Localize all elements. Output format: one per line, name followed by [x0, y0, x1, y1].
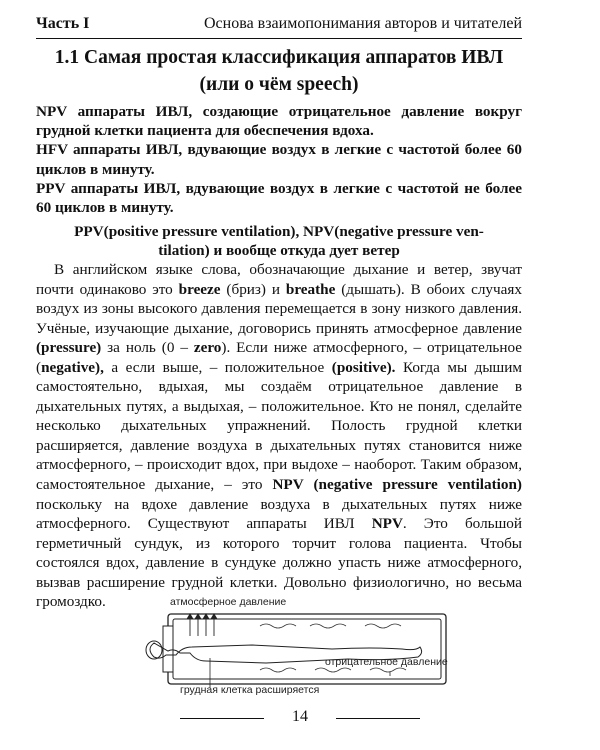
term-negative: negative),: [41, 358, 104, 376]
page-number: 14: [292, 708, 308, 725]
running-title: Основа взаимопонимания авторов и читателей: [204, 15, 522, 32]
running-header: [36, 14, 522, 34]
iron-lung-diagram: [140, 596, 460, 698]
label-negative-pressure: отрицательное давление: [325, 656, 448, 668]
subheading-line-2: tilation) и вообще откуда дует ветер: [158, 242, 400, 260]
text-run: (бриз) и: [220, 280, 286, 298]
term-npv-full: NPV (negative pressure ventilation): [272, 476, 522, 494]
subheading: [36, 222, 522, 260]
term-breeze: breeze: [178, 280, 221, 298]
label-atmospheric-pressure: атмосферное давление: [170, 596, 287, 608]
body-paragraph: [36, 260, 522, 612]
term-breathe: breathe: [285, 280, 336, 298]
definition-hfv: HFV аппараты ИВЛ, вдувающие воздух в легкие с частотой более 60 циклов в минуту.: [36, 141, 522, 178]
header-divider: [36, 38, 522, 39]
text-run: а если выше, – положительное: [103, 358, 332, 376]
body-text: [36, 260, 522, 612]
term-positive: (positive).: [331, 358, 396, 376]
definition-npv: NPV аппараты ИВЛ, создающие отрицательное давление вокруг грудной клетки пациента для обеспечения вдоха.: [36, 103, 522, 140]
atmospheric-arrows: [187, 614, 217, 636]
section-title: [36, 44, 522, 98]
section-title-line-1: 1.1 Самая простая классификация аппаратов ИВЛ: [54, 47, 504, 68]
text-run: за ноль (0 –: [101, 339, 194, 357]
text-run: (дышать). В обоих случаях воздух из зоны высокого давления перемещается в зону низкого давления. Учёные, изучающие дыхание, договорись принять атмосферное давление: [36, 280, 522, 337]
definition-ppv: PPV аппараты ИВЛ, вдувающие воздух в легкие с частотой не более 60 циклов в минуту.: [36, 179, 522, 217]
page-footer: [0, 708, 600, 732]
text-run: поскольку на вдохе давление воздуха в дыхательных путях ниже атмосферного. Существуют аппараты ИВЛ: [36, 495, 522, 533]
text-run: . Это большой герметичный сундук, из которого торчит голова пациента. Чтобы состоялся вдох, давление в сундуке должно упасть ниже атмосферного, вызвав расширение грудной клетки. Довольно физиологично, но весьма громоздко.: [36, 515, 522, 611]
part-label: Часть I: [36, 15, 90, 32]
text-run: Когда мы дышим самостоятельно, вдыхая, мы создаём отрицательное давление в дыхательных путях, а выдыхая, – положительное. Кто не понял, сделайте несколько дыхательных упражнений. Полость грудной клетки расширяется, давление воздуха в дыхательных путях становится ниже атмосферного, – происходит вдох, при выдохе – наоборот. Таким образом, самостоятельное дыхание, – это: [36, 358, 522, 494]
subheading-line-1: PPV(positive pressure ventilation), NPV(negative pressure ven-: [74, 223, 484, 240]
text-run: ). Если ниже атмосферного, – отрицательное (: [36, 339, 522, 376]
iron-lung-figure: [140, 596, 460, 698]
label-chest-expands: грудная клетка расширяется: [180, 684, 320, 696]
term-zero: zero: [193, 339, 222, 357]
section-title-line-2: (или о чём speech): [199, 74, 359, 95]
text-run: В английском языке слова, обозначающие дыхание и ветер, звучат почти одинаково это: [36, 261, 522, 298]
footer-rule-right: [336, 718, 420, 719]
term-pressure: (pressure): [36, 339, 102, 357]
term-npv: NPV: [371, 515, 403, 533]
definitions-block: [36, 102, 522, 217]
